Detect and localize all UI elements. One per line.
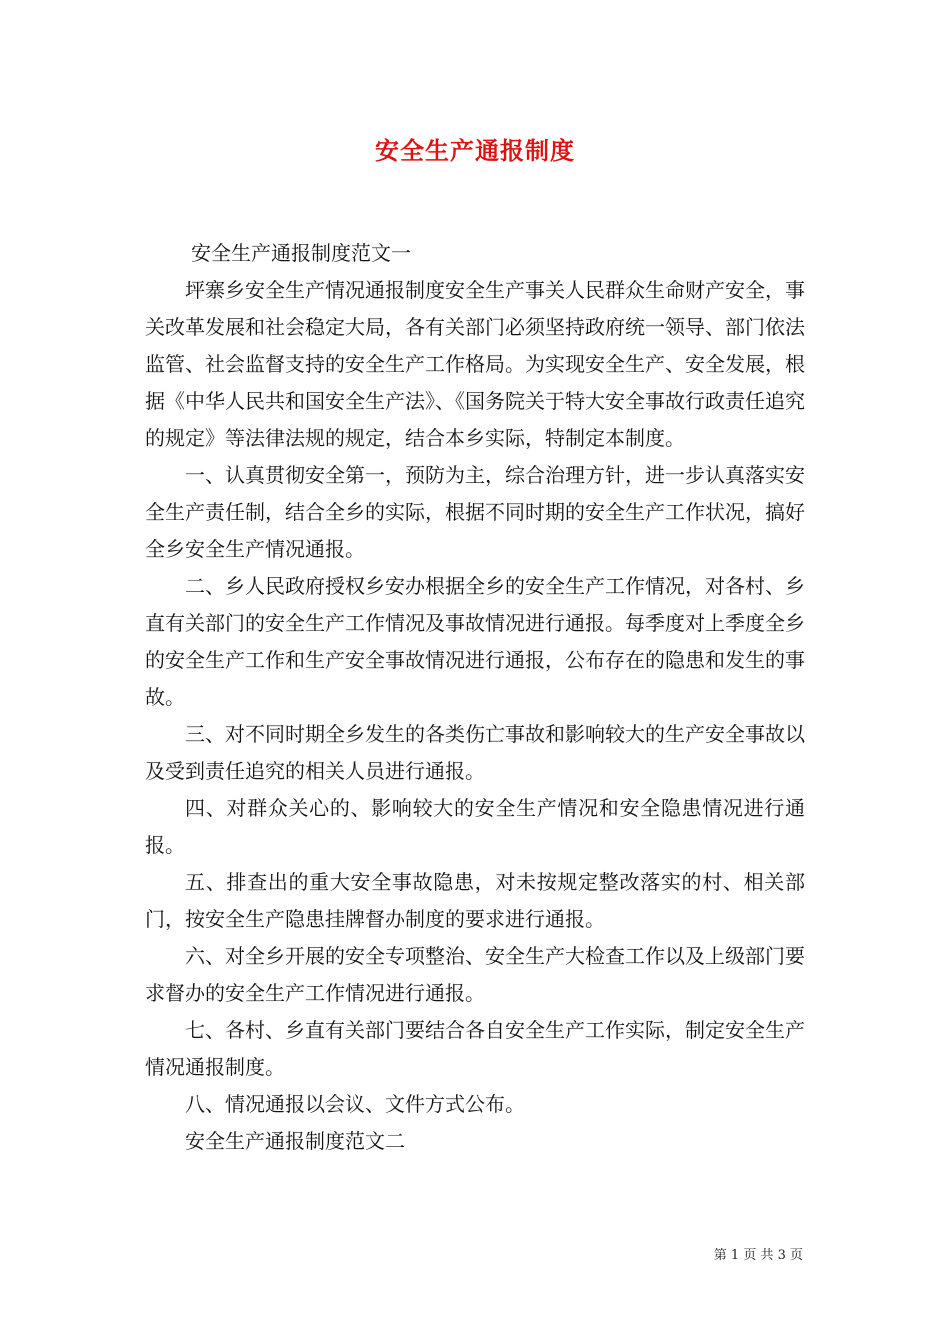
paragraph-item-1: 一、认真贯彻安全第一，预防为主，综合治理方针，进一步认真落实安全生产责任制，结合全乡的实际，根据不同时期的安全生产工作状况，搞好全乡安全生产情况通报。 [145,463,805,561]
paragraph-item-3: 三、对不同时期全乡发生的各类伤亡事故和影响较大的生产安全事故以及受到责任追究的相关人员进行通报。 [145,722,805,783]
paragraph-item-5: 五、排查出的重大安全事故隐患，对未按规定整改落实的村、相关部门，按安全生产隐患挂牌督办制度的要求进行通报。 [145,870,805,931]
document-title: 安全生产通报制度 [375,137,575,165]
paragraph-item-7: 七、各村、乡直有关部门要结合各自安全生产工作实际，制定安全生产情况通报制度。 [145,1018,805,1079]
paragraph-item-6: 六、对全乡开展的安全专项整治、安全生产大检查工作以及上级部门要求督办的安全生产工作情况进行通报。 [145,944,805,1005]
page-number-footer: 第 1 页 共 3 页 [713,1248,803,1263]
paragraph-intro: 坪寨乡安全生产情况通报制度安全生产事关人民群众生命财产安全，事关改革发展和社会稳定大局，各有关部门必须坚持政府统一领导、部门依法监管、社会监督支持的安全生产工作格局。为实现安全生产、安全发展，根据《中华人民共和国安全生产法》、《国务院关于特大安全事故行政责任追究的规定》等法律法规的规定，结合本乡实际，特制定本制度。 [145,278,805,450]
section-heading-1: 安全生产通报制度范文一 [191,241,411,265]
paragraph-item-8: 八、情况通报以会议、文件方式公布。 [185,1092,525,1116]
paragraph-item-4: 四、对群众关心的、影响较大的安全生产情况和安全隐患情况进行通报。 [145,796,805,857]
section-heading-2: 安全生产通报制度范文二 [185,1129,405,1153]
document-body [145,235,805,1160]
paragraph-item-2: 二、乡人民政府授权乡安办根据全乡的安全生产工作情况，对各村、乡直有关部门的安全生产工作情况及事故情况进行通报。每季度对上季度全乡的安全生产工作和生产安全事故情况进行通报，公布存在的隐患和发生的事故。 [145,574,805,709]
